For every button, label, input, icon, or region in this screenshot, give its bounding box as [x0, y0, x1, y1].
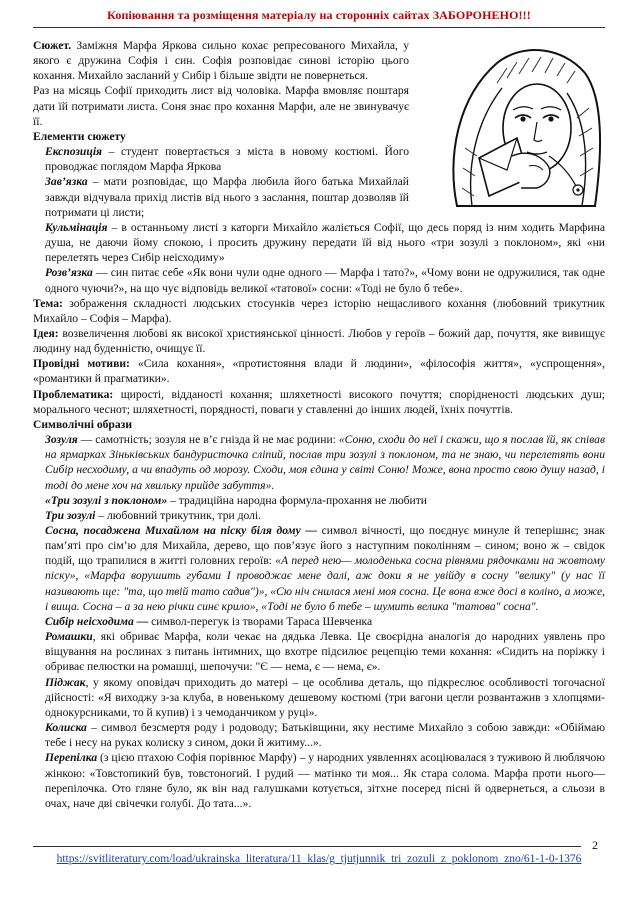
- resolution-label: Розв’язка: [45, 266, 93, 280]
- theme-paragraph: [33, 296, 605, 326]
- elements-heading: Елементи сюжету: [33, 129, 126, 143]
- zavyazka-text: – мати розповідає, що Марфа любила його батька Михайлай завжди відчувала прихід листів від нього з заслання, поштар дозволяв їй потримати ці листи;: [45, 175, 409, 219]
- motives-text: «Сила кохання», «протистояння влади й людини», «філософія життя», «успрощення», «романтики й прагматики».: [33, 357, 605, 386]
- pine-text: символ вічності, що поєднує минуле й теперішнє; знак пам’яті про сім’ю для Михайла, дерево, що пов’язує його з наступним поколінням – сином; воно ж – свідок подій, що трапилися в житті головних героїв:: [45, 524, 605, 568]
- exposition-text: – студент повертається з міста в новому костюмі. Його проводжає поглядом Марфа Яркова: [45, 145, 409, 174]
- quail-item: [33, 750, 605, 811]
- daisies-text: , які обриває Марфа, коли чекає на дядька Левка. Це своєрідна аналогія до народних уявлень про віщування на рослинах з питань інтимних, що вхотре підсилює рецепцію теми кохання: «Сидить на поріжку і обриває пелюстки на ромашці, шепочучи: "Є — нема, є — нема, є».: [45, 630, 605, 674]
- cradle-text: – символ безсмертя роду і родоводу; Батьківщини, яку нестиме Михайло з собою завжди: «Обіймаю тебе і несу на руках колиску з сином, доки й житиму...».: [45, 721, 605, 750]
- cuckoo-text: — самотність; зозуля не в’є гнізда й не має родини:: [77, 433, 339, 447]
- page-number: 2: [592, 838, 598, 852]
- header-divider: [33, 27, 605, 28]
- siberia-label: Сибір неісходима —: [45, 614, 149, 628]
- climax-item: [33, 220, 605, 265]
- cuckoo-quote: «Соню, сходи до неї і скажи, що я послав їй, як співав на ярмарках Зіньківських бандуристочка сліпий, послав три зозулі з поклоном, та не знаю, чи перелетять вони Сибір несходиму, а чи впадуть од морозу. Сходи, моя єдина у світі Соню! Може, вона просто свою душу назад, і тоді до мене хоч на хвильку прийде забуття».: [45, 433, 605, 492]
- resolution-text: — син питає себе «Як вони чули одне одного — Марфа і тато?», «Чому вони не одружилися, так одне одного чуючи?», на що чує відповідь великої «татової» сосни: «Тоді не було б тебе».: [45, 266, 605, 295]
- quail-label: Перепілка: [45, 751, 98, 765]
- idea-paragraph: [33, 326, 605, 356]
- plot-text-1: Заміжня Марфа Яркова сильно кохає репресованого Михайла, у якого є дружина Софія і син. Софія розповідає синові історію цього кохання. Михайло засланий у Сибір і більше звідти не повернеться.: [33, 39, 409, 83]
- source-link[interactable]: https://svitliteratury.com/load/ukrainska_literatura/11_klas/g_tjutjunnik_tri_zozuli_z_poklonom_zno/61-1-0-1376: [56, 853, 582, 865]
- copyright-banner: Копіювання та розміщення матеріалу на сторонніх сайтах ЗАБОРОНЕНО!!!: [107, 8, 531, 22]
- pine-label: Сосна, посаджена Михайлом на піску біля дому —: [45, 524, 317, 537]
- problems-label: Проблематика:: [33, 387, 114, 401]
- cuckoo-label: Зозуля: [45, 433, 78, 447]
- document-body: [33, 38, 605, 811]
- siberia-item: [33, 614, 605, 629]
- idea-text: возвеличення любові як високої християнської цінності. Любов у героїв – божий дар, почуття, яке вивищує людину над буденністю, очищує її.: [33, 326, 605, 356]
- woman-with-letter-illustration: [417, 38, 605, 208]
- jacket-label: Піджак: [45, 675, 86, 689]
- climax-text: – в останньому листі з каторги Михайло жаліється Софії, що десь поряд із ним ходить Марфина душа, не даючи йому спокою, і просить дружину передати їй від нього «три зозулі з поклоном», які «ни перелетять через Сибір неісходиму»: [45, 220, 605, 265]
- motives-label: Провідні мотиви:: [33, 357, 130, 371]
- three-cuckoos-text: – любовний трикутник, три долі.: [95, 508, 262, 522]
- quail-text: (з цією птахою Софія порівнює Марфу) – у народних уявленнях асоціювалася з туживою й люблячою жінкою: «Товстопикий був, товстоногий. І рудий — матінко ти моя... Як стара солома. Марфа проти нього—перепілочка. Ото гляне було, як він над галушками котується, зітхне посеред пісні й одвернеться, а сльози в очах, наче дві свічечки голубі. До тата...».: [45, 751, 605, 810]
- plot-label: Сюжет.: [33, 39, 72, 52]
- siberia-text: символ-перегук із творами Тараса Шевченка: [148, 614, 373, 628]
- three-cuckoos-formula-text: – традиційна народна формула-прохання не любити: [167, 493, 427, 507]
- motives-paragraph: [33, 356, 605, 386]
- pine-item: [33, 523, 605, 614]
- jacket-item: [33, 675, 605, 720]
- theme-text: зображення складності людських стосунків через історію нещасливого кохання (любовний трикутник Михайло – Софія – Марфа).: [33, 296, 605, 325]
- zavyazka-label: Зав’язка: [45, 175, 88, 189]
- cradle-label: Колиска: [45, 721, 87, 735]
- pine-quote: «А перед нею— молоденька сосна рівнями рядочками на жовтому піску», «Марфа ворушить губами І проводжає мене далі, аж доки я не увійду в сосну "велику" (у нас її називають ще: "та, що твій тато садив")», «Сю ніч снилася мені моя сосна. Це вона вже досі в коліно, а може, і вища. Сосна – а за нею річки синє крило», «Тоді не було б тебе – шумить велика "татова" сосна".: [45, 554, 605, 613]
- idea-label: Ідея:: [33, 326, 59, 340]
- problems-paragraph: [33, 387, 605, 417]
- resolution-item: [33, 265, 605, 295]
- three-cuckoos-formula-label: «Три зозулі з поклоном»: [45, 493, 168, 507]
- three-cuckoos-formula-item: [33, 493, 605, 508]
- cuckoo-item: [33, 432, 605, 493]
- plot-paragraph-2: Раз на місяць Софії приходить лист від чоловіка. Марфа вмовляє поштаря дати їй потримати листа. Соня знає про кохання Марфи, але не звинувачує її.: [33, 84, 409, 128]
- theme-label: Тема:: [33, 296, 63, 310]
- three-cuckoos-label: Три зозулі: [45, 508, 96, 522]
- footer-divider: [33, 846, 581, 847]
- daisies-label: Ромашки: [45, 630, 93, 644]
- three-cuckoos-item: [33, 508, 605, 523]
- climax-label: Кульмінація: [45, 220, 108, 234]
- jacket-text: , у якому оповідач приходить до матері – це особлива деталь, що підкреслює особливості тогочасної дійсності: «Я виходжу з-за клуба, в новенькому дешевому костюмі (три вагони цегли розвантажив з хлопцями-однокурсниками, то й купив) і з чемоданчиком у руці».: [45, 675, 605, 719]
- daisies-item: [33, 629, 605, 674]
- problems-text: щирості, відданості кохання; шляхетності високого почуття; спорідненості людських душ; морального чеснот; шляхетності, порядності, поваги у ставленні до інших людей, їхніх почуттів.: [33, 387, 605, 416]
- cradle-item: [33, 720, 605, 750]
- exposition-label: Експозиція: [45, 145, 103, 159]
- symbols-heading: Символічні образи: [33, 417, 133, 431]
